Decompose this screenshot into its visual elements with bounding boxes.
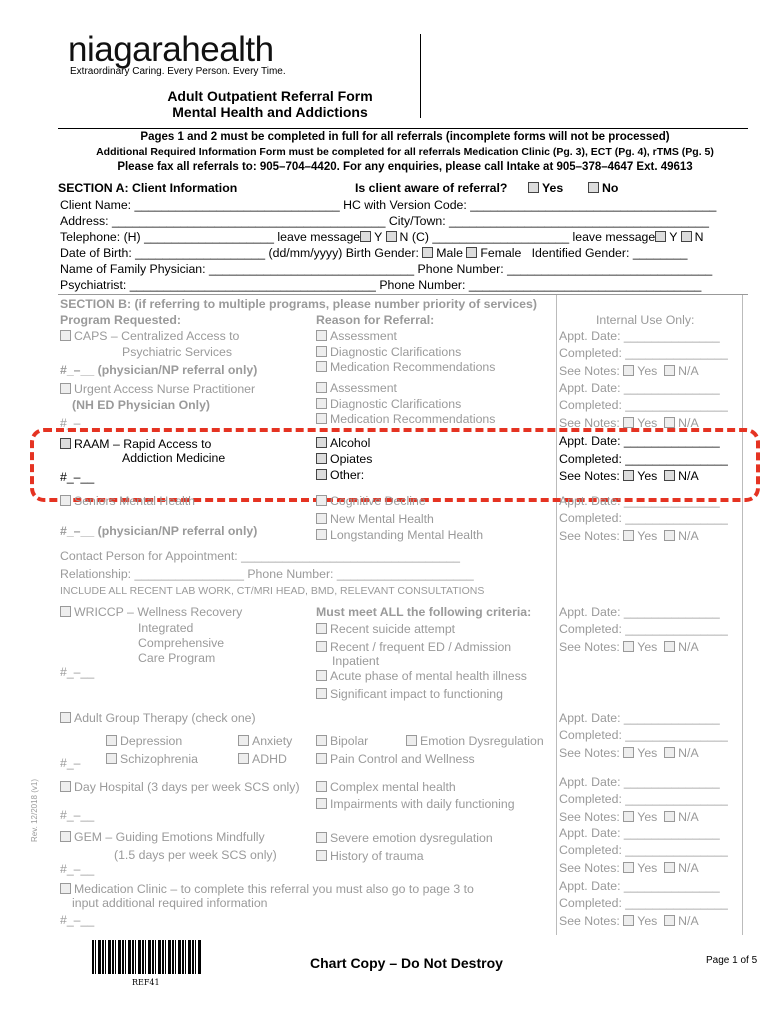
see-notes[interactable]: See Notes: Yes N/A: [559, 529, 699, 543]
checkbox[interactable]: [316, 641, 327, 652]
checkbox[interactable]: [60, 438, 71, 449]
checkbox[interactable]: [60, 831, 71, 842]
checkbox[interactable]: [623, 862, 634, 873]
raam-see-notes[interactable]: See Notes: Yes N/A: [559, 469, 699, 483]
raam-appt-date[interactable]: Appt. Date: ______________: [559, 434, 720, 448]
completed[interactable]: Completed: _______________: [559, 398, 728, 412]
barcode: [92, 940, 202, 974]
wriccp-reason-2[interactable]: Recent / frequent ED / Admission: [316, 640, 511, 654]
completed[interactable]: Completed: _______________: [559, 622, 728, 636]
notice-line-1: Pages 1 and 2 must be completed in full for all referrals (incomplete forms will not be processed): [140, 131, 670, 143]
agt-adhd[interactable]: ADHD: [238, 752, 287, 766]
form-title: Adult Outpatient Referral Form: [167, 88, 373, 104]
completed[interactable]: Completed: _______________: [559, 728, 728, 742]
gem-reason-2[interactable]: History of trauma: [316, 849, 424, 863]
checkbox[interactable]: [316, 495, 327, 506]
checkbox[interactable]: [60, 712, 71, 723]
see-notes[interactable]: See Notes: Yes N/A: [559, 640, 699, 654]
checkbox[interactable]: [360, 231, 371, 242]
col-internal: Internal Use Only:: [596, 313, 695, 327]
family-physician-row[interactable]: Name of Family Physician: ______________________________ Phone Number: ______________________________: [60, 262, 713, 276]
relationship[interactable]: Relationship: ________________ Phone Number: ____________________: [60, 567, 474, 581]
checkbox[interactable]: [316, 453, 327, 464]
checkbox[interactable]: [106, 735, 117, 746]
checkbox[interactable]: [664, 641, 675, 652]
wriccp-label-4: Care Program: [138, 651, 216, 665]
agt-option[interactable]: Adult Group Therapy (check one): [60, 711, 256, 725]
checkbox[interactable]: [316, 688, 327, 699]
completed[interactable]: Completed: _______________: [559, 346, 728, 360]
seniors-priority[interactable]: #_–__ (physician/NP referral only): [60, 524, 258, 538]
completed[interactable]: Completed: _______________: [559, 896, 728, 910]
uanp-reason-1[interactable]: Assessment: [316, 381, 397, 395]
uanp-option[interactable]: Urgent Access Nurse Practitioner: [60, 382, 255, 396]
checkbox[interactable]: [623, 470, 634, 481]
wriccp-reason-3[interactable]: Acute phase of mental health illness: [316, 669, 527, 683]
completed[interactable]: Completed: _______________: [559, 511, 728, 525]
checkbox[interactable]: [623, 417, 634, 428]
raam-label-2: Addiction Medicine: [122, 451, 226, 465]
checkbox[interactable]: [106, 753, 117, 764]
checkbox[interactable]: [316, 382, 327, 393]
dayhosp-reason-1[interactable]: Complex mental health: [316, 780, 456, 794]
uanp-label-2: (NH ED Physician Only): [72, 398, 211, 412]
caps-priority[interactable]: #_–__ (physician/NP referral only): [60, 363, 258, 377]
divider: [58, 294, 748, 295]
caps-reason-3[interactable]: Medication Recommendations: [316, 360, 495, 374]
checkbox[interactable]: [528, 182, 539, 193]
checkbox[interactable]: [60, 383, 71, 394]
address-row[interactable]: Address: ________________________________________ City/Town: ______________________________________: [60, 214, 709, 228]
col-reason: Reason for Referral:: [316, 313, 435, 327]
wriccp-reason-4[interactable]: Significant impact to functioning: [316, 687, 503, 701]
telephone-row[interactable]: Telephone: (H) ___________________ leave message Y N (C) ____________________ leave message Y N: [60, 230, 704, 244]
raam-option[interactable]: RAAM – Rapid Access to: [60, 437, 211, 451]
dob-row[interactable]: Date of Birth: ___________________ (dd/mm/yyyy) Birth Gender: Male Female Identified Gender: ________: [60, 246, 688, 260]
revision: Rev. 12/2018 (v1): [30, 779, 39, 842]
checkbox[interactable]: [316, 413, 327, 424]
uanp-reason-3[interactable]: Medication Recommendations: [316, 412, 495, 426]
divider: [742, 295, 743, 935]
completed[interactable]: Completed: _______________: [559, 843, 728, 857]
raam-reason-1[interactable]: Alcohol: [316, 436, 370, 450]
appt-date[interactable]: Appt. Date: ______________: [559, 494, 720, 508]
wriccp-reason-1[interactable]: Recent suicide attempt: [316, 622, 455, 636]
aware-yes[interactable]: Yes: [528, 181, 563, 195]
checkbox[interactable]: [664, 470, 675, 481]
seniors-reason-3[interactable]: Longstanding Mental Health: [316, 528, 483, 542]
caps-reason-1[interactable]: Assessment: [316, 329, 397, 343]
see-notes[interactable]: See Notes: Yes N/A: [559, 861, 699, 875]
section-b-heading: SECTION B: (if referring to multiple programs, please number priority of services): [60, 297, 537, 311]
checkbox[interactable]: [316, 469, 327, 480]
wriccp-label-2: Integrated: [138, 621, 194, 635]
checkbox[interactable]: [316, 513, 327, 524]
gem-option[interactable]: GEM – Guiding Emotions Mindfully: [60, 830, 265, 844]
appt-date[interactable]: Appt. Date: ______________: [559, 381, 720, 395]
see-notes[interactable]: See Notes: Yes N/A: [559, 416, 699, 430]
agt-schizophrenia[interactable]: Schizophrenia: [106, 752, 198, 766]
raam-completed[interactable]: Completed: _______________: [559, 452, 728, 466]
checkbox[interactable]: [316, 798, 327, 809]
dayhosp-priority[interactable]: #_–__: [60, 808, 95, 822]
checkbox[interactable]: [406, 735, 417, 746]
checkbox[interactable]: [316, 529, 327, 540]
checkbox[interactable]: [466, 247, 477, 258]
logo-tagline: Extraordinary Caring. Every Person. Every Time.: [70, 66, 286, 77]
divider: [420, 34, 421, 118]
caps-label-2: Psychiatric Services: [122, 345, 233, 359]
dayhosp-option[interactable]: Day Hospital (3 days per week SCS only): [60, 780, 300, 794]
divider: [58, 128, 748, 129]
checkbox[interactable]: [316, 361, 327, 372]
checkbox[interactable]: [316, 346, 327, 357]
seniors-reason-1[interactable]: Cognitive Decline: [316, 494, 426, 508]
checkbox[interactable]: [655, 231, 666, 242]
gem-priority[interactable]: #_–__: [60, 862, 95, 876]
gem-reason-1[interactable]: Severe emotion dysregulation: [316, 831, 493, 845]
logo-name: niagarahealth: [68, 30, 274, 69]
checkbox[interactable]: [316, 670, 327, 681]
seniors-option[interactable]: Seniors Mental Health: [60, 494, 195, 508]
checkbox[interactable]: [664, 811, 675, 822]
checkbox[interactable]: [316, 437, 327, 448]
ref-code: REF41: [132, 978, 160, 987]
checkbox[interactable]: [664, 915, 675, 926]
caps-option[interactable]: CAPS – Centralized Access to: [60, 329, 239, 343]
aware-label: Is client aware of referral?: [355, 181, 508, 195]
appt-date[interactable]: Appt. Date: ______________: [559, 329, 720, 343]
checkbox[interactable]: [316, 623, 327, 634]
medclinic-priority[interactable]: #_–__: [60, 913, 95, 927]
wriccp-criteria: Must meet ALL the following criteria:: [316, 605, 532, 619]
agt-reason-bipolar[interactable]: Bipolar: [316, 734, 368, 748]
appt-date[interactable]: Appt. Date: ______________: [559, 879, 720, 893]
psychiatrist-row[interactable]: Psychiatrist: ____________________________________ Phone Number: __________________________________: [60, 278, 702, 292]
gem-label-2: (1.5 days per week SCS only): [114, 848, 277, 862]
appt-date[interactable]: Appt. Date: ______________: [559, 711, 720, 725]
checkbox[interactable]: [623, 747, 634, 758]
checkbox[interactable]: [316, 735, 327, 746]
divider: [556, 295, 557, 935]
seniors-reason-2[interactable]: New Mental Health: [316, 512, 434, 526]
completed[interactable]: Completed: _______________: [559, 792, 728, 806]
checkbox[interactable]: [623, 915, 634, 926]
checkbox[interactable]: [664, 365, 675, 376]
checkbox[interactable]: [316, 330, 327, 341]
checkbox[interactable]: [238, 753, 249, 764]
contact-person[interactable]: Contact Person for Appointment: ________________________________: [60, 549, 460, 563]
checkbox[interactable]: [422, 247, 433, 258]
checkbox[interactable]: [664, 747, 675, 758]
checkbox[interactable]: [623, 811, 634, 822]
wriccp-reason-2b: Inpatient: [332, 654, 380, 668]
notice-line-3: Please fax all referrals to: 905–704–4420. For any enquiries, please call Intake at 905–378–4647 Ext. 49613: [117, 161, 693, 173]
checkbox[interactable]: [316, 850, 327, 861]
medclinic-label-2: input additional required information: [72, 896, 268, 910]
chart-copy: Chart Copy – Do Not Destroy: [310, 955, 503, 971]
see-notes[interactable]: See Notes: Yes N/A: [559, 810, 699, 824]
client-name-row[interactable]: Client Name: ______________________________ HC with Version Code: ____________________________________: [60, 198, 717, 212]
checkbox[interactable]: [60, 330, 71, 341]
see-notes[interactable]: See Notes: Yes N/A: [559, 914, 699, 928]
checkbox[interactable]: [316, 398, 327, 409]
agt-anxiety[interactable]: Anxiety: [238, 734, 292, 748]
checkbox[interactable]: [664, 862, 675, 873]
raam-reason-3[interactable]: Other:: [316, 468, 364, 482]
appt-date[interactable]: Appt. Date: ______________: [559, 826, 720, 840]
checkbox[interactable]: [664, 417, 675, 428]
wriccp-option[interactable]: WRICCP – Wellness Recovery: [60, 605, 242, 619]
checkbox[interactable]: [60, 606, 71, 617]
section-a-heading: SECTION A: Client Information: [58, 181, 238, 195]
checkbox[interactable]: [386, 231, 397, 242]
checkbox[interactable]: [316, 753, 327, 764]
checkbox[interactable]: [238, 735, 249, 746]
see-notes[interactable]: See Notes: Yes N/A: [559, 746, 699, 760]
checkbox[interactable]: [60, 495, 71, 506]
checkbox[interactable]: [664, 530, 675, 541]
dayhosp-reason-2[interactable]: Impairments with daily functioning: [316, 797, 515, 811]
checkbox[interactable]: [60, 781, 71, 792]
uanp-reason-2[interactable]: Diagnostic Clarifications: [316, 397, 461, 411]
page-number: Page 1 of 5: [706, 955, 758, 966]
checkbox[interactable]: [60, 883, 71, 894]
medclinic-option[interactable]: Medication Clinic – to complete this referral you must also go to page 3 to: [60, 882, 474, 896]
uanp-priority[interactable]: #_–: [60, 416, 81, 430]
wriccp-priority[interactable]: #_–__: [60, 665, 95, 679]
checkbox[interactable]: [588, 182, 599, 193]
agt-depression[interactable]: Depression: [106, 734, 182, 748]
appt-date[interactable]: Appt. Date: ______________: [559, 605, 720, 619]
form-subtitle: Mental Health and Addictions: [172, 104, 368, 120]
agt-priority[interactable]: #_–: [60, 756, 81, 770]
col-program: Program Requested:: [60, 313, 181, 327]
checkbox[interactable]: [316, 781, 327, 792]
caps-reason-2[interactable]: Diagnostic Clarifications: [316, 345, 461, 359]
checkbox[interactable]: [623, 530, 634, 541]
raam-priority[interactable]: #_–__: [60, 470, 95, 484]
notice-line-2: Additional Required Information Form must be completed for all referrals Medication Clinic (Pg. 3), ECT (Pg. 4), rTMS (Pg. 5): [96, 146, 714, 158]
raam-reason-2[interactable]: Opiates: [316, 452, 372, 466]
checkbox[interactable]: [681, 231, 692, 242]
appt-date[interactable]: Appt. Date: ______________: [559, 775, 720, 789]
wriccp-label-3: Comprehensive: [138, 636, 225, 650]
agt-reason-pain[interactable]: Pain Control and Wellness: [316, 752, 475, 766]
agt-reason-emotion[interactable]: Emotion Dysregulation: [406, 734, 544, 748]
see-notes[interactable]: See Notes: Yes N/A: [559, 364, 699, 378]
checkbox[interactable]: [623, 641, 634, 652]
aware-no[interactable]: No: [588, 181, 618, 195]
include-note: INCLUDE ALL RECENT LAB WORK, CT/MRI HEAD, BMD, RELEVANT CONSULTATIONS: [60, 585, 485, 597]
checkbox[interactable]: [623, 365, 634, 376]
checkbox[interactable]: [316, 832, 327, 843]
